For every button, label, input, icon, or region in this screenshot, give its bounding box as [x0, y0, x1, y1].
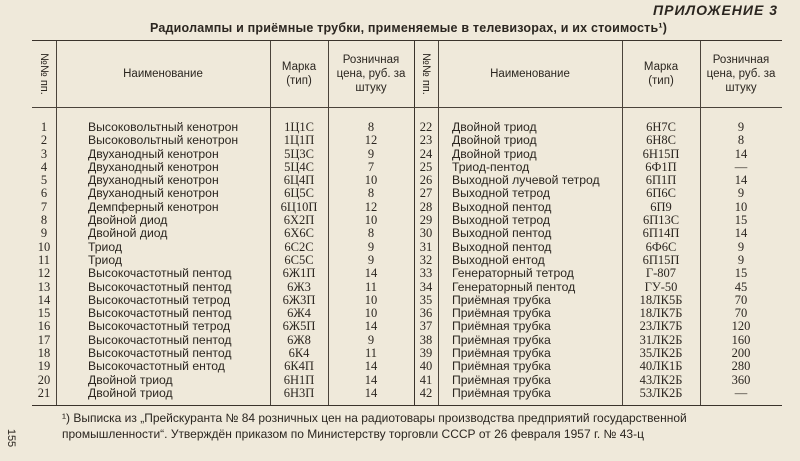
header-rule: [32, 107, 782, 108]
table-row: [32, 320, 782, 333]
row-number: 8: [40, 213, 48, 228]
tube-name: Триод: [88, 252, 122, 267]
table-row: [32, 281, 782, 294]
tube-mark: 6Ж1П: [282, 266, 316, 281]
row-number: 37: [419, 319, 433, 334]
tube-mark: 35ЛК2Б: [639, 346, 683, 361]
tube-mark: 6Н3П: [283, 385, 315, 400]
row-number: 17: [37, 332, 51, 347]
header-mark-right: Марка (тип): [643, 61, 679, 87]
appendix-label: ПРИЛОЖЕНИЕ 3: [653, 2, 778, 18]
tube-name: Приёмная трубка: [452, 372, 551, 387]
tube-mark: 6Ж3П: [282, 292, 316, 307]
tube-name: Высокочастотный пентод: [88, 306, 232, 321]
tube-name: Выходной тетрод: [452, 186, 550, 201]
row-number: 25: [419, 159, 433, 174]
tube-mark: 5Ц4С: [284, 159, 314, 174]
tube-name: Генераторный пентод: [452, 279, 576, 294]
table-row: [32, 134, 782, 147]
row-number: 16: [37, 319, 51, 334]
tube-price: 14: [364, 385, 378, 400]
tube-mark: 6С5С: [284, 252, 314, 267]
tube-price: 14: [734, 146, 748, 161]
row-number: 27: [419, 186, 433, 201]
row-number: 6: [40, 186, 48, 201]
footnote: ¹) Выписка из „Прейскуранта № 84 розничных цен на радиотовары производства предприятий государственной промышленности“. Утверждён приказом по Министерству торговли СССР от 26 февраля 1957 г. № 43-ц: [62, 411, 687, 441]
tube-mark: Г-807: [645, 266, 677, 281]
row-number: 10: [37, 239, 51, 254]
table-row: [32, 294, 782, 307]
tube-mark: 6Н1П: [283, 372, 315, 387]
tube-mark: 6Н8С: [646, 133, 676, 148]
tube-mark: 53ЛК2Б: [639, 385, 683, 400]
tube-name: Высокочастотный ентод: [88, 359, 225, 374]
header-mark-left: Марка (тип): [281, 61, 317, 87]
tube-name: Двойной диод: [88, 226, 168, 241]
row-number: 3: [40, 146, 48, 161]
tube-price: 8: [367, 120, 375, 134]
header-price-right: Розничная цена, руб. за штуку: [706, 54, 776, 94]
tube-price: 10: [364, 173, 378, 188]
tube-name: Высокочастотный пентод: [88, 346, 232, 361]
tube-name: Высоковольтный кенотрон: [88, 133, 239, 148]
header-name-left: Наименование: [123, 68, 203, 80]
tube-name: Выходной ентод: [452, 252, 545, 267]
row-number: 9: [40, 226, 48, 241]
tube-price-table: [32, 40, 782, 406]
tube-name: Приёмная трубка: [452, 319, 551, 334]
tube-price: —: [734, 159, 748, 174]
table-row: [32, 307, 782, 320]
tube-price: 8: [367, 186, 375, 201]
tube-name: Двуханодный кенотрон: [88, 173, 219, 188]
tube-price: 12: [364, 133, 378, 148]
tube-price: 11: [364, 279, 378, 294]
table-row: [32, 214, 782, 227]
tube-mark: 6П15П: [642, 252, 680, 267]
row-number: 26: [419, 173, 433, 188]
tube-name: Двойной триод: [452, 120, 537, 134]
tube-name: Высокочастотный пентод: [88, 266, 232, 281]
table-row: [32, 374, 782, 387]
row-number: 4: [40, 159, 48, 174]
tube-name: Выходной пентод: [452, 226, 552, 241]
tube-name: Триод: [88, 239, 122, 254]
table-row: [32, 360, 782, 373]
tube-name: Выходной лучевой тетрод: [452, 173, 600, 188]
tube-mark: 6Ж4: [287, 306, 311, 321]
tube-mark: 6К4: [288, 346, 310, 361]
tube-price: 14: [734, 173, 748, 188]
tube-price: 8: [367, 226, 375, 241]
row-number: 33: [419, 266, 433, 281]
tube-price: 9: [367, 332, 375, 347]
row-number: 21: [37, 385, 51, 400]
row-number: 39: [419, 346, 433, 361]
tube-name: Демпферный кенотрон: [88, 199, 219, 214]
tube-mark: 6Ф1П: [645, 159, 677, 174]
tube-mark: 43ЛК2Б: [639, 372, 683, 387]
header-num-right: №№ пп.: [420, 53, 433, 95]
row-number: 35: [419, 292, 433, 307]
tube-mark: 18ЛК7Б: [639, 306, 683, 321]
tube-mark: 6Ж3: [287, 279, 311, 294]
row-number: 32: [419, 252, 433, 267]
tube-price: 9: [367, 239, 375, 254]
row-number: 34: [419, 279, 433, 294]
tube-name: Триод-пентод: [452, 159, 530, 174]
tube-price: 70: [734, 306, 748, 321]
table-row: [32, 161, 782, 174]
tube-name: Приёмная трубка: [452, 359, 551, 374]
tube-price: 14: [364, 359, 378, 374]
row-number: 24: [419, 146, 433, 161]
row-number: 1: [40, 120, 48, 134]
tube-price: 45: [734, 279, 748, 294]
row-number: 31: [419, 239, 433, 254]
tube-price: 70: [734, 292, 748, 307]
tube-name: Приёмная трубка: [452, 385, 551, 400]
row-number: 7: [40, 199, 48, 214]
tube-price: 7: [367, 159, 375, 174]
table-row: [32, 387, 782, 400]
tube-name: Приёмная трубка: [452, 332, 551, 347]
tube-mark: 6П9: [650, 199, 672, 214]
tube-price: 12: [364, 199, 378, 214]
tube-mark: 6П13С: [642, 213, 680, 228]
tube-mark: 6Н7С: [646, 120, 676, 134]
tube-name: Двойной триод: [88, 385, 173, 400]
tube-price: 9: [737, 120, 745, 134]
tube-price: 9: [367, 252, 375, 267]
tube-mark: 6К4П: [284, 359, 314, 374]
tube-name: Двуханодный кенотрон: [88, 159, 219, 174]
tube-name: Высокочастотный пентод: [88, 279, 232, 294]
row-number: 2: [40, 133, 48, 148]
tube-name: Генераторный тетрод: [452, 266, 574, 281]
row-number: 20: [37, 372, 51, 387]
tube-price: 14: [364, 266, 378, 281]
tube-mark: 5Ц3С: [284, 146, 314, 161]
tube-price: 8: [737, 133, 745, 148]
tube-mark: 6Н15П: [642, 146, 680, 161]
tube-mark: 6Ж8: [287, 332, 311, 347]
tube-mark: 6Х2П: [283, 213, 315, 228]
row-number: 28: [419, 199, 433, 214]
tube-price: 11: [364, 346, 378, 361]
tube-name: Приёмная трубка: [452, 346, 551, 361]
tube-mark: 6Ц10П: [280, 199, 318, 214]
row-number: 5: [40, 173, 48, 188]
table-title: Радиолампы и приёмные трубки, применяемые в телевизорах, и их стоимость¹): [150, 21, 668, 35]
tube-price: 9: [737, 186, 745, 201]
tube-price: 9: [737, 252, 745, 267]
tube-mark: 6П14П: [642, 226, 680, 241]
row-number: 40: [419, 359, 433, 374]
tube-name: Высоковольтный кенотрон: [88, 120, 239, 134]
tube-price: 10: [734, 199, 748, 214]
table-body: [32, 121, 782, 400]
table-row: [32, 347, 782, 360]
row-number: 11: [37, 252, 51, 267]
tube-name: Выходной пентод: [452, 239, 552, 254]
tube-name: Двойной триод: [452, 146, 537, 161]
table-row: [32, 241, 782, 254]
header-name-right: Наименование: [490, 68, 570, 80]
tube-name: Выходной пентод: [452, 199, 552, 214]
tube-mark: 6П6С: [646, 186, 676, 201]
tube-name: Двойной диод: [88, 213, 168, 228]
tube-price: —: [734, 385, 748, 400]
table-row: [32, 201, 782, 214]
table-row: [32, 187, 782, 200]
tube-price: 10: [364, 292, 378, 307]
row-number: 15: [37, 306, 51, 321]
tube-name: Приёмная трубка: [452, 306, 551, 321]
tube-price: 160: [731, 332, 751, 347]
tube-name: Двойной триод: [88, 372, 173, 387]
table-row: [32, 254, 782, 267]
row-number: 18: [37, 346, 51, 361]
tube-mark: 31ЛК2Б: [639, 332, 683, 347]
tube-name: Высокочастотный пентод: [88, 332, 232, 347]
tube-mark: 1Ц1С: [284, 120, 314, 134]
tube-name: Выходной тетрод: [452, 213, 550, 228]
tube-price: 9: [737, 239, 745, 254]
tube-mark: 40ЛК1Б: [639, 359, 683, 374]
tube-price: 14: [734, 226, 748, 241]
row-number: 29: [419, 213, 433, 228]
tube-price: 15: [734, 213, 748, 228]
table-row: [32, 174, 782, 187]
tube-price: 14: [364, 319, 378, 334]
tube-mark: 1Ц1П: [283, 133, 315, 148]
tube-price: 200: [731, 346, 751, 361]
row-number: 36: [419, 306, 433, 321]
row-number: 12: [37, 266, 51, 281]
tube-name: Высокочастотный тетрод: [88, 319, 231, 334]
header-price-left: Розничная цена, руб. за штуку: [336, 54, 406, 94]
row-number: 23: [419, 133, 433, 148]
table-row: [32, 334, 782, 347]
row-number: 41: [419, 372, 433, 387]
table-row: [32, 148, 782, 161]
row-number: 38: [419, 332, 433, 347]
table-row: [32, 267, 782, 280]
tube-price: 10: [364, 213, 378, 228]
tube-price: 360: [731, 372, 751, 387]
tube-price: 280: [731, 359, 751, 374]
row-number: 19: [37, 359, 51, 374]
tube-name: Двойной триод: [452, 133, 537, 148]
row-number: 42: [419, 385, 433, 400]
tube-price: 120: [731, 319, 751, 334]
tube-price: 15: [734, 266, 748, 281]
row-number: 14: [37, 292, 51, 307]
tube-mark: ГУ-50: [644, 279, 678, 294]
tube-mark: 6П1П: [645, 173, 677, 188]
tube-mark: 18ЛК5Б: [639, 292, 683, 307]
row-number: 30: [419, 226, 433, 241]
tube-price: 14: [364, 372, 378, 387]
page-number: 155: [5, 428, 18, 448]
tube-price: 10: [364, 306, 378, 321]
table-row: [32, 227, 782, 240]
tube-name: Высокочастотный тетрод: [88, 292, 231, 307]
tube-price: 9: [367, 146, 375, 161]
tube-mark: 6Ф6С: [645, 239, 677, 254]
tube-mark: 6С2С: [284, 239, 314, 254]
table-row: [32, 121, 782, 134]
header-num-left: №№ пп.: [38, 53, 51, 95]
tube-mark: 6Ц5С: [284, 186, 314, 201]
tube-name: Приёмная трубка: [452, 292, 551, 307]
tube-name: Двуханодный кенотрон: [88, 186, 219, 201]
tube-mark: 6Х6С: [284, 226, 314, 241]
tube-mark: 6Ц4П: [283, 173, 315, 188]
tube-name: Двуханодный кенотрон: [88, 146, 219, 161]
row-number: 13: [37, 279, 51, 294]
tube-mark: 23ЛК7Б: [639, 319, 683, 334]
tube-mark: 6Ж5П: [282, 319, 316, 334]
row-number: 22: [419, 120, 433, 134]
